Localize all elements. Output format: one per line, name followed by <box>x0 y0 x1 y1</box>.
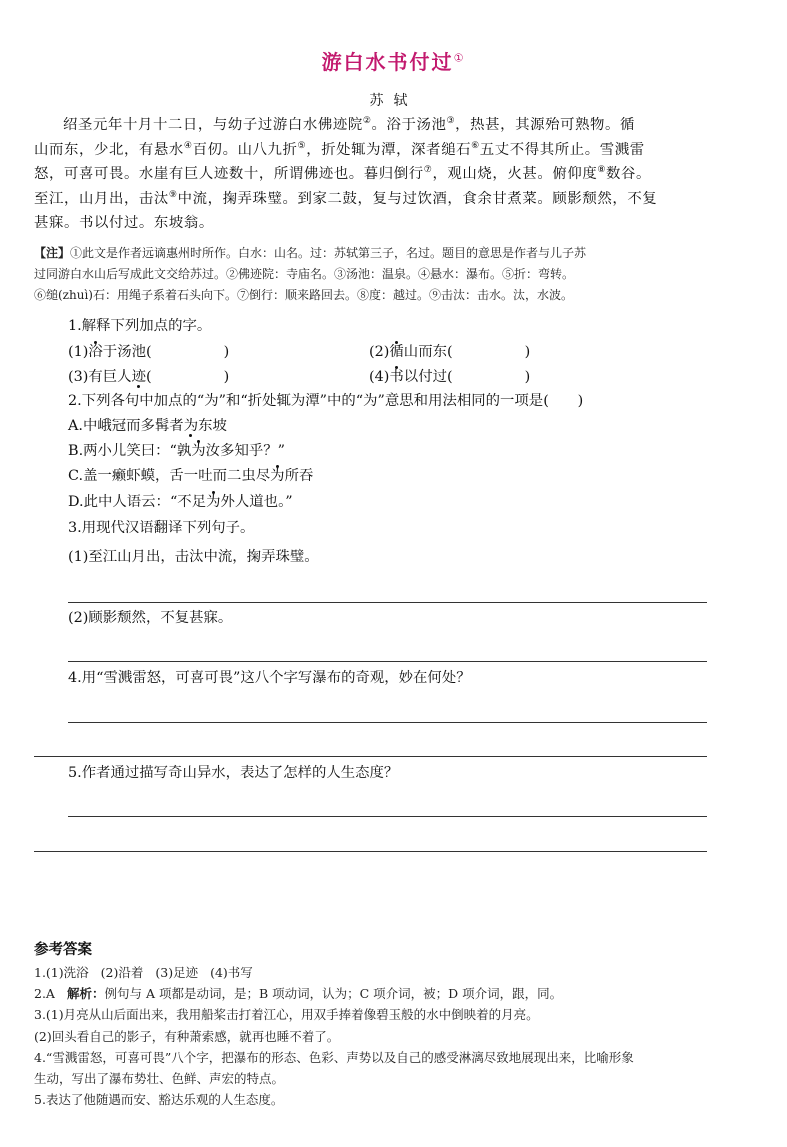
answers-heading: 参考答案 <box>34 942 92 958</box>
answer-line[interactable] <box>68 722 707 723</box>
passage-line: 山而东，少北，有悬水④百仞。山八九折⑤，折处辄为潭，深者缒石⑥五丈不得其所止。雪溅雷 <box>34 140 645 158</box>
note-label: 【注】 <box>34 246 71 260</box>
question-2-prompt: 2.下列各句中加点的“为”和“折处辄为潭”中的“为”意思和用法相同的一项是( ) <box>68 393 584 409</box>
answer-4-line-2: 生动，写出了瀑布势壮、色鲜、声宏的特点。 <box>34 1070 285 1086</box>
question-2-option-b[interactable]: B.两小儿笑曰：“孰为汝多知乎？” <box>68 443 285 459</box>
note-line: 【注】①此文是作者远谪惠州时所作。白水：山名。过：苏轼第三子，名过。题目的意思是作者与儿子苏 <box>34 246 587 260</box>
question-2-option-c[interactable]: C.盖一癞虾蟆，舌一吐而二虫尽为所吞 <box>68 468 314 484</box>
answer-1: 1.(1)洗浴 (2)沿着 (3)足迹 (4)书写 <box>34 965 253 980</box>
page-title <box>0 46 787 75</box>
annotation-notes <box>34 243 750 306</box>
answer-line[interactable] <box>68 661 707 662</box>
author: 苏轼 <box>369 93 418 109</box>
question-1-item-1: (1)浴于汤池( ) <box>68 344 230 360</box>
question-1-item-3: (3)有巨人迹( ) <box>68 369 230 385</box>
question-1-item-4: (4)书以付过( ) <box>369 369 531 385</box>
title-text: 游白水书付过 <box>321 50 454 74</box>
note-line: ⑥缒(zhuì)石：用绳子系着石头向下。⑦倒行：顺来路回去。⑧度：越过。⑨击汰：击水。汰，水波。 <box>34 288 573 302</box>
passage-line: 至江，山月出，击汰⑨中流，掬弄珠璧。到家二鼓，复与过饮酒，食余甘煮菜。顾影颓然，不复 <box>34 189 658 207</box>
answer-key <box>34 962 750 1110</box>
answer-2: 2.A 解析：例句与 A 项都是动词，是；B 项动词，认为；C 项介词，被；D 项介词，跟，同。 <box>34 986 563 1002</box>
answer-line[interactable] <box>68 602 707 603</box>
note-line: 过同游白水山后写成此文交给苏过。②佛迹院：寺庙名。③汤池：温泉。④悬水：瀑布。⑤折：弯转。 <box>34 267 575 281</box>
answer-line[interactable] <box>34 851 707 852</box>
question-2-option-d[interactable]: D.此中人语云：“不足为外人道也。” <box>68 494 293 510</box>
answer-3-1: 3.(1)月亮从山后面出来，我用船桨击打着江心，用双手捧着像碧玉般的水中倒映着的月亮。 <box>34 1007 539 1023</box>
question-3-sentence-2: (2)顾影颓然，不复甚寐。 <box>68 610 233 626</box>
question-1-item-2: (2)循山而东( ) <box>369 344 531 360</box>
answer-line[interactable] <box>34 756 707 757</box>
answer-4-line-1: 4.“雪溅雷怒，可喜可畏”八个字，把瀑布的形态、色彩、声势以及自己的感受淋漓尽致地展现出来，比喻形象 <box>34 1049 634 1065</box>
question-5-prompt: 5.作者通过描写奇山异水，表达了怎样的人生态度？ <box>68 765 399 781</box>
answer-3-2: (2)回头看自己的影子，有种萧索感，就再也睡不着了。 <box>34 1028 340 1044</box>
answer-5: 5.表达了他随遇而安、豁达乐观的人生态度。 <box>34 1092 284 1108</box>
question-3-sentence-1: (1)至江山月出，击汰中流，掬弄珠璧。 <box>68 549 319 565</box>
passage-line: 绍圣元年十月十二日，与幼子过游白水佛迹院②。浴于汤池③，热甚，其源殆可熟物。循 <box>63 116 636 133</box>
question-2-option-a[interactable]: A.中峨冠而多髯者为东坡 <box>68 418 227 434</box>
passage-line: 甚寐。书以付过。东坡翁。 <box>34 215 214 231</box>
question-4-prompt: 4.用“雪溅雷怒，可喜可畏”这八个字写瀑布的奇观，妙在何处？ <box>68 670 471 686</box>
answer-line[interactable] <box>68 816 707 817</box>
passage <box>34 113 750 236</box>
question-3-prompt: 3.用现代汉语翻译下列句子。 <box>68 520 255 536</box>
passage-line: 怒，可喜可畏。水崖有巨人迹数十，所谓佛迹也。暮归倒行⑦，观山烧，火甚。俯仰度⑧数谷。 <box>34 165 651 182</box>
title-note-mark: ① <box>453 51 466 65</box>
question-1-prompt: 1.解释下列加点的字。 <box>68 318 212 334</box>
